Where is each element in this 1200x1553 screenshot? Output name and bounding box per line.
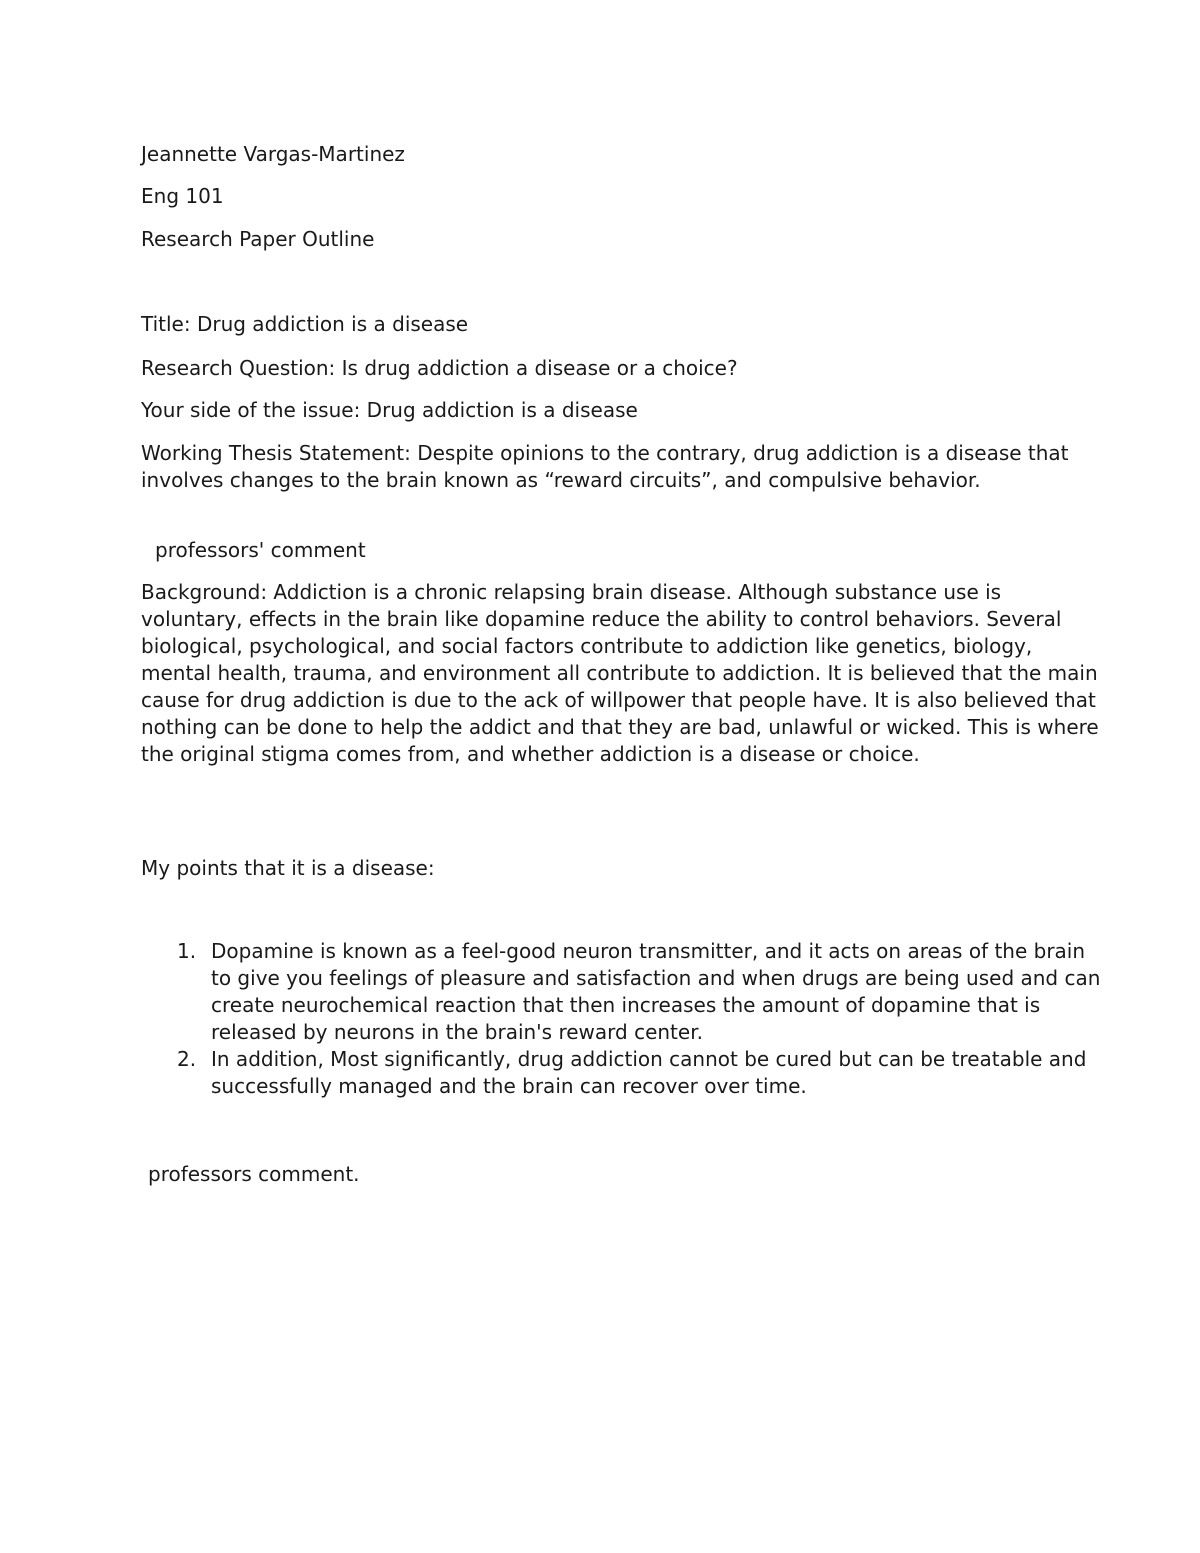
- assignment-title: Research Paper Outline: [141, 227, 375, 251]
- list-item: [141, 938, 1101, 1046]
- professor-comment: professors' comment: [155, 538, 366, 562]
- research-question: Research Question: Is drug addiction a disease or a choice?: [141, 356, 738, 380]
- points-list: [141, 938, 1101, 1100]
- list-item-text: In addition, Most significantly, drug addiction cannot be cured but can be treatable and successfully managed and the brain can recover over time.: [211, 1047, 1087, 1098]
- list-item: [141, 1046, 1101, 1100]
- author-name: Jeannette Vargas-Martinez: [141, 142, 405, 166]
- list-item-number: 1.: [177, 939, 197, 963]
- points-heading: My points that it is a disease:: [141, 856, 435, 880]
- course-name: Eng 101: [141, 184, 224, 208]
- list-item-text: Dopamine is known as a feel-good neuron transmitter, and it acts on areas of the brain to give you feelings of pleasure and satisfaction and when drugs are being used and can create neurochemical reaction that then increases the amount of dopamine that is released by neurons in the brain's reward center.: [211, 939, 1101, 1044]
- list-item-number: 2.: [177, 1047, 197, 1071]
- paper-title: Title: Drug addiction is a disease: [141, 312, 469, 336]
- background-paragraph: Background: Addiction is a chronic relapsing brain disease. Although substance use is voluntary, effects in the brain like dopamine reduce the ability to control behaviors. Several biological, psychological, and social factors contribute to addiction like genetics, biology, mental health, trauma, and environment all contribute to addiction. It is believed that the main cause for drug addiction is due to the ack of willpower that people have. It is also believed that nothing can be done to help the addict and that they are bad, unlawful or wicked. This is where the original stigma comes from, and whether addiction is a disease or choice.: [141, 580, 1099, 766]
- professor-comment: professors comment.: [148, 1162, 360, 1186]
- thesis-statement: Working Thesis Statement: Despite opinions to the contrary, drug addiction is a disease that involves changes to the brain known as “reward circuits”, and compulsive behavior.: [141, 441, 1069, 492]
- side-of-issue: Your side of the issue: Drug addiction is a disease: [141, 398, 638, 422]
